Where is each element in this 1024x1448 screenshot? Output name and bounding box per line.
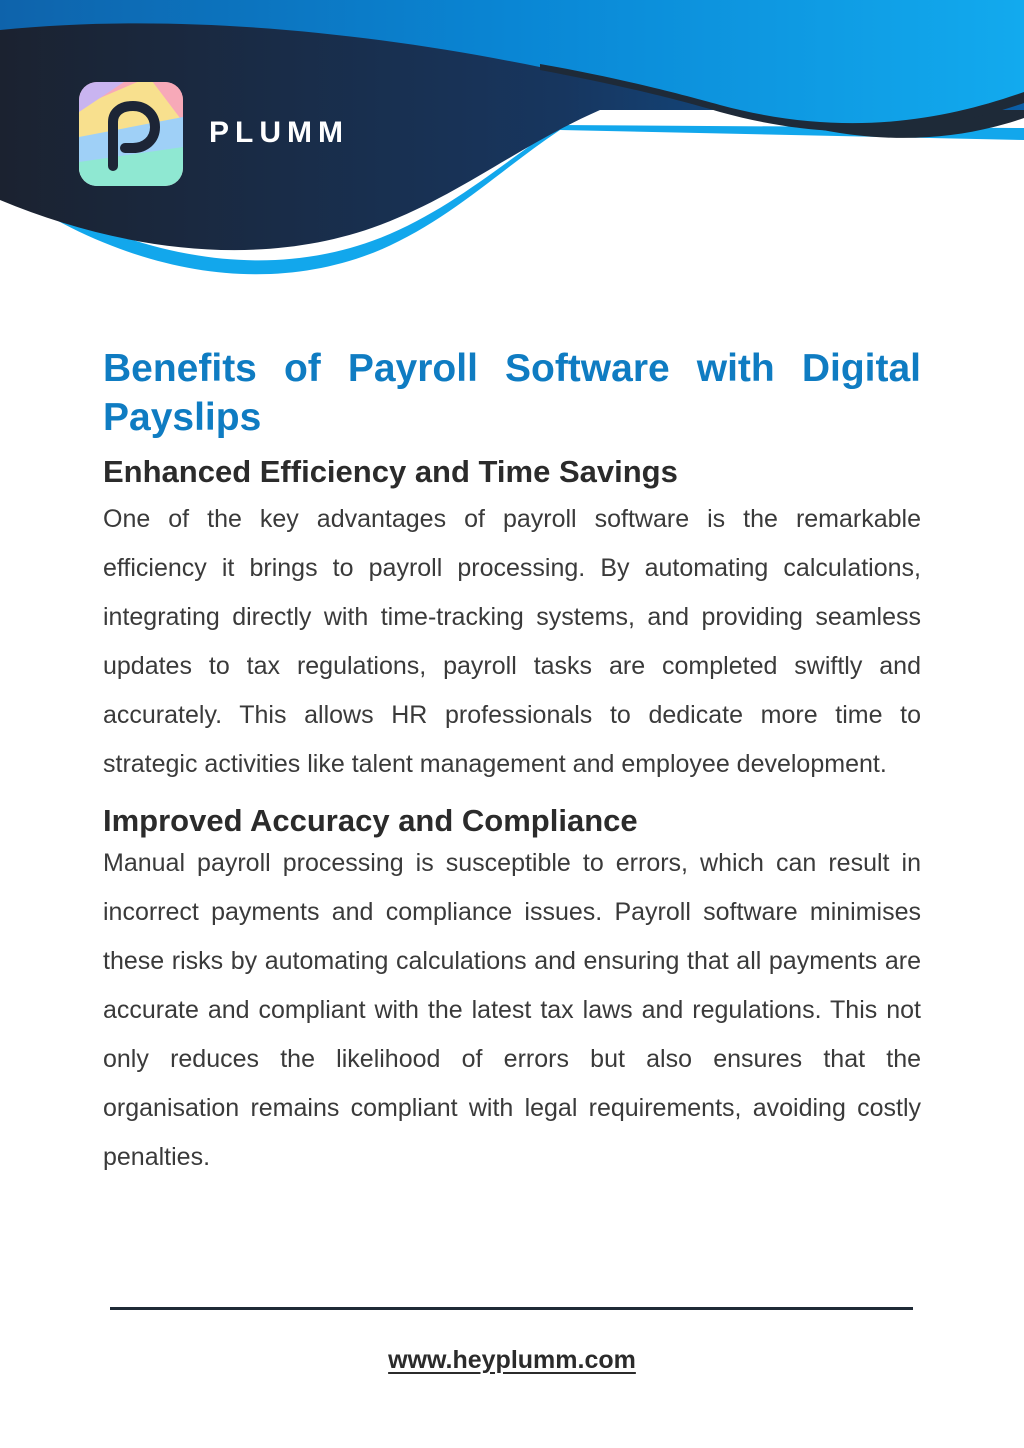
plumm-logo[interactable] [79, 82, 183, 186]
section-body-efficiency: One of the key advantages of payroll software is the remarkable efficiency it brings to payroll processing. By automating calculations, integrating directly with time-tracking systems, and providing seamless updates to tax regulations, payroll tasks are completed swiftly and accurately. This allows HR professionals to dedicate more time to strategic activities like talent management and employee development. [103, 505, 921, 778]
section-heading-accuracy: Improved Accuracy and Compliance [103, 803, 638, 838]
footer-website-link[interactable]: www.heyplumm.com [388, 1346, 636, 1374]
main-content [103, 344, 921, 1182]
section-heading-efficiency: Enhanced Efficiency and Time Savings [103, 454, 678, 489]
footer-divider [110, 1307, 913, 1310]
section-body-accuracy: Manual payroll processing is susceptible to errors, which can result in incorrect payments and compliance issues. Payroll software minimises these risks by automating calculations and ensuring that all payments are accurate and compliant with the latest tax laws and regulations. This not only reduces the likelihood of errors but also ensures that the organisation remains compliant with legal requirements, avoiding costly penalties. [103, 849, 921, 1171]
plumm-logo-icon [79, 82, 183, 186]
page-title: Benefits of Payroll Software with Digital Payslips [103, 347, 921, 439]
brand-name: PLUMM [209, 116, 349, 149]
